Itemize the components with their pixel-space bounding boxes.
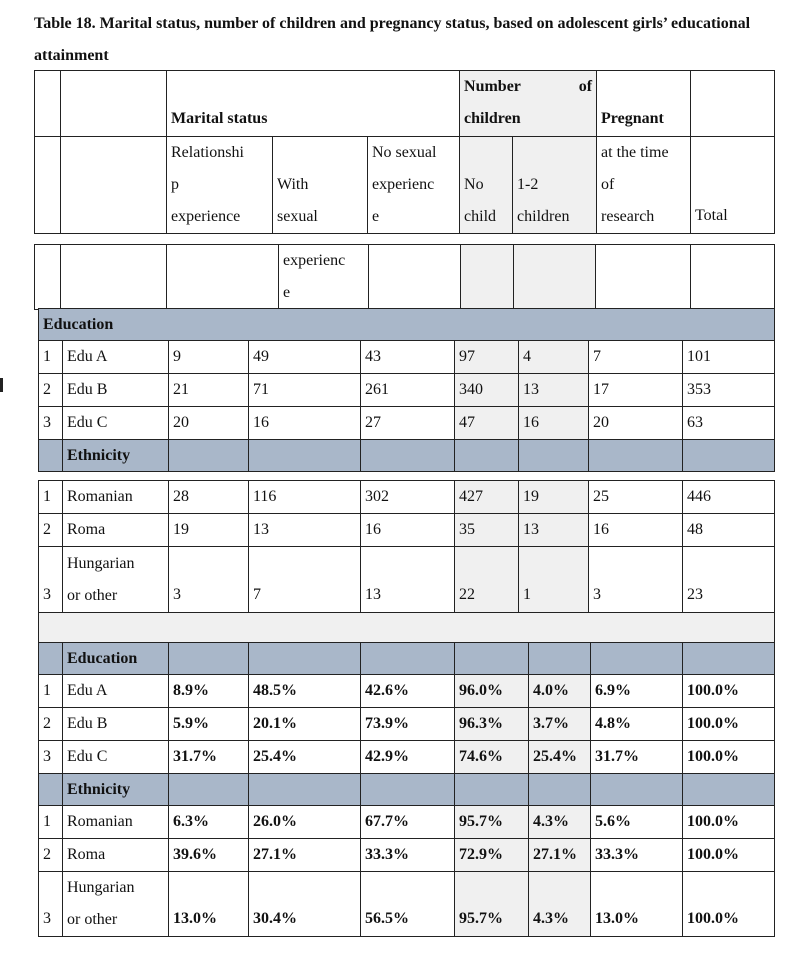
row-label: Romanian <box>63 481 169 514</box>
cell-children: 19 <box>519 481 589 514</box>
cell-total: 101 <box>683 341 775 374</box>
cell-relationship: 21 <box>169 374 249 407</box>
band-cell <box>361 440 455 472</box>
row-number: 2 <box>39 839 63 872</box>
row-number: 1 <box>39 806 63 839</box>
relationship-line-3: experience <box>171 208 241 225</box>
cell-with-sexual: 48.5% <box>249 675 361 708</box>
row-label: Edu B <box>63 708 169 741</box>
cell-relationship: 3 <box>169 547 249 613</box>
band-cell <box>455 774 529 806</box>
cell-pregnant: 5.6% <box>591 806 683 839</box>
cell-total: 100.0% <box>683 806 775 839</box>
cell-total: 100.0% <box>683 872 775 937</box>
row-label-line-1: Hungarian <box>67 554 135 572</box>
band-cell <box>169 774 249 806</box>
header-corner-label <box>61 71 167 137</box>
cell-no-sexual: 302 <box>361 481 455 514</box>
cell-relationship: 31.7% <box>169 741 249 774</box>
no-sexual-header <box>368 137 460 234</box>
cell-total: 353 <box>683 374 775 407</box>
cell-no-child: 95.7% <box>455 872 529 937</box>
band-n-cell <box>39 774 63 806</box>
section-ethnicity: Ethnicity <box>63 440 169 472</box>
band-cell <box>591 774 683 806</box>
cell-total: 100.0% <box>683 741 775 774</box>
cell-relationship: 19 <box>169 514 249 547</box>
cell-no-sexual: 42.9% <box>361 741 455 774</box>
row-label <box>63 872 169 937</box>
cell-no-child: 74.6% <box>455 741 529 774</box>
relationship-line-1: Relationshi <box>171 144 244 161</box>
marital-status-header: Marital status <box>167 71 460 137</box>
row-label: Romanian <box>63 806 169 839</box>
cell-no-sexual: 42.6% <box>361 675 455 708</box>
band-n-cell <box>39 440 63 472</box>
cell-with-sexual: 30.4% <box>249 872 361 937</box>
cell-relationship: 8.9% <box>169 675 249 708</box>
section-ethnicity-pct: Ethnicity <box>63 774 169 806</box>
no-child-header <box>460 137 513 234</box>
margin-marker <box>0 378 3 392</box>
cell-children: 4 <box>519 341 589 374</box>
row-number: 3 <box>39 872 63 937</box>
table-row <box>39 708 775 741</box>
cell-children: 13 <box>519 374 589 407</box>
band-cell <box>683 643 775 675</box>
table-row <box>39 374 775 407</box>
cell-no-child: 72.9% <box>455 839 529 872</box>
cell-pregnant: 25 <box>589 481 683 514</box>
row-label-line-2: or other <box>67 586 118 604</box>
relationship-header <box>167 137 273 234</box>
no-sexual-line-2: experienc <box>372 176 435 193</box>
table-row <box>39 341 775 374</box>
no-child-line-1: No <box>464 176 484 193</box>
cell-children: 4.3% <box>529 872 591 937</box>
cont-kids <box>514 245 596 310</box>
header-corner-n <box>35 71 61 137</box>
cell-with-sexual: 13 <box>249 514 361 547</box>
cell-with-sexual: 71 <box>249 374 361 407</box>
band-cell <box>683 774 775 806</box>
row-label: Edu A <box>63 675 169 708</box>
cell-no-child: 97 <box>455 341 519 374</box>
header-label-cell <box>61 137 167 234</box>
row-label: Edu C <box>63 407 169 440</box>
cell-no-child: 22 <box>455 547 519 613</box>
row-number: 1 <box>39 341 63 374</box>
one-two-line-1: 1-2 <box>517 176 539 193</box>
cell-pregnant: 17 <box>589 374 683 407</box>
cell-relationship: 13.0% <box>169 872 249 937</box>
row-label: Edu C <box>63 741 169 774</box>
row-number: 2 <box>39 514 63 547</box>
cell-relationship: 9 <box>169 341 249 374</box>
cell-no-sexual: 33.3% <box>361 839 455 872</box>
cont-nosex <box>369 245 461 310</box>
cell-no-sexual: 56.5% <box>361 872 455 937</box>
cell-no-child: 35 <box>455 514 519 547</box>
education-counts-table <box>38 308 775 472</box>
table-row <box>39 872 775 937</box>
table-row <box>39 806 775 839</box>
cont-nochild <box>461 245 514 310</box>
no-child-line-2: child <box>464 208 497 225</box>
band-cell <box>455 440 519 472</box>
number-children-header <box>460 71 597 137</box>
cell-no-child: 95.7% <box>455 806 529 839</box>
band-cell <box>169 643 249 675</box>
cell-total: 63 <box>683 407 775 440</box>
cell-no-sexual: 43 <box>361 341 455 374</box>
table-row <box>39 547 775 613</box>
band-cell <box>361 643 455 675</box>
cell-pregnant: 3 <box>589 547 683 613</box>
band-cell <box>361 774 455 806</box>
cell-with-sexual: 25.4% <box>249 741 361 774</box>
cell-children: 16 <box>519 407 589 440</box>
cell-with-sexual: 116 <box>249 481 361 514</box>
cell-no-sexual: 27 <box>361 407 455 440</box>
cell-pregnant: 13.0% <box>591 872 683 937</box>
spacer-row <box>39 613 775 643</box>
cell-pregnant: 6.9% <box>591 675 683 708</box>
pregnant-line-4: research <box>601 208 655 225</box>
row-number: 2 <box>39 708 63 741</box>
number-word: Number <box>464 78 521 95</box>
cell-pregnant: 7 <box>589 341 683 374</box>
cell-relationship: 28 <box>169 481 249 514</box>
of-word: of <box>578 78 593 95</box>
row-label: Edu B <box>63 374 169 407</box>
cell-no-child: 96.0% <box>455 675 529 708</box>
cell-total: 100.0% <box>683 708 775 741</box>
cell-no-child: 427 <box>455 481 519 514</box>
cell-no-child: 340 <box>455 374 519 407</box>
band-cell <box>249 774 361 806</box>
table-row <box>39 481 775 514</box>
cont-n <box>35 245 61 310</box>
cont-label <box>61 245 167 310</box>
cell-total: 48 <box>683 514 775 547</box>
no-sexual-line-3: e <box>372 208 380 225</box>
row-label-line-2: or other <box>67 911 118 928</box>
section-education: Education <box>39 309 775 341</box>
cell-with-sexual: 7 <box>249 547 361 613</box>
row-label: Edu A <box>63 341 169 374</box>
cell-total: 23 <box>683 547 775 613</box>
band-cell <box>249 440 361 472</box>
ethnicity-counts-table <box>38 480 775 643</box>
table-row <box>39 675 775 708</box>
row-number: 3 <box>39 547 63 613</box>
section-education-pct: Education <box>63 643 169 675</box>
cell-pregnant: 16 <box>589 514 683 547</box>
cell-total: 446 <box>683 481 775 514</box>
cell-no-sexual: 73.9% <box>361 708 455 741</box>
with-sexual-header <box>273 137 368 234</box>
row-number: 1 <box>39 481 63 514</box>
with-line-1: With <box>277 176 309 193</box>
cell-children: 4.0% <box>529 675 591 708</box>
no-sexual-line-1: No sexual <box>372 144 437 161</box>
header-total-top <box>691 71 775 137</box>
with-line-4: e <box>283 284 291 301</box>
row-number: 1 <box>39 675 63 708</box>
relationship-line-2: p <box>171 176 179 193</box>
with-line-3: experienc <box>283 252 346 269</box>
one-two-line-2: children <box>517 208 570 225</box>
band-cell <box>683 440 775 472</box>
cell-children: 13 <box>519 514 589 547</box>
cell-with-sexual: 26.0% <box>249 806 361 839</box>
band-cell <box>529 643 591 675</box>
row-number: 3 <box>39 741 63 774</box>
pregnant-line-2: at the time <box>601 144 669 161</box>
total-header: Total <box>691 137 775 234</box>
cell-children: 27.1% <box>529 839 591 872</box>
cell-pregnant: 33.3% <box>591 839 683 872</box>
cell-no-sexual: 16 <box>361 514 455 547</box>
table-row <box>39 839 775 872</box>
band-cell <box>589 440 683 472</box>
continuation-table <box>34 244 775 310</box>
cell-no-child: 47 <box>455 407 519 440</box>
cont-total <box>691 245 775 310</box>
cell-pregnant: 20 <box>589 407 683 440</box>
cell-with-sexual: 49 <box>249 341 361 374</box>
cell-total: 100.0% <box>683 839 775 872</box>
cell-no-sexual: 13 <box>361 547 455 613</box>
cell-relationship: 5.9% <box>169 708 249 741</box>
cell-pregnant: 31.7% <box>591 741 683 774</box>
pregnant-line-3: of <box>601 176 615 193</box>
cell-no-sexual: 261 <box>361 374 455 407</box>
row-label-line-1: Hungarian <box>67 879 135 896</box>
cell-relationship: 39.6% <box>169 839 249 872</box>
row-label: Roma <box>63 514 169 547</box>
row-number: 2 <box>39 374 63 407</box>
pregnant-sub-header <box>597 137 691 234</box>
row-label <box>63 547 169 613</box>
header-n-cell <box>35 137 61 234</box>
cell-no-sexual: 67.7% <box>361 806 455 839</box>
band-cell <box>455 643 529 675</box>
cell-children: 4.3% <box>529 806 591 839</box>
cont-with-sexual <box>279 245 369 310</box>
percentages-table <box>38 642 775 937</box>
cont-preg <box>596 245 691 310</box>
cell-with-sexual: 16 <box>249 407 361 440</box>
cell-children: 1 <box>519 547 589 613</box>
cell-children: 25.4% <box>529 741 591 774</box>
cell-relationship: 6.3% <box>169 806 249 839</box>
band-cell <box>169 440 249 472</box>
cell-children: 3.7% <box>529 708 591 741</box>
pregnant-header: Pregnant <box>597 71 691 137</box>
cont-rel <box>167 245 279 310</box>
band-cell <box>249 643 361 675</box>
row-number: 3 <box>39 407 63 440</box>
table-row <box>39 741 775 774</box>
with-line-2: sexual <box>277 208 318 225</box>
cell-with-sexual: 20.1% <box>249 708 361 741</box>
cell-relationship: 20 <box>169 407 249 440</box>
band-cell <box>519 440 589 472</box>
row-label: Roma <box>63 839 169 872</box>
cell-pregnant: 4.8% <box>591 708 683 741</box>
band-cell <box>591 643 683 675</box>
children-word: children <box>464 110 521 127</box>
band-n-cell <box>39 643 63 675</box>
table-row <box>39 407 775 440</box>
band-cell <box>529 774 591 806</box>
cell-with-sexual: 27.1% <box>249 839 361 872</box>
table-row <box>39 514 775 547</box>
one-two-children-header <box>513 137 597 234</box>
header-table <box>34 70 775 234</box>
cell-no-child: 96.3% <box>455 708 529 741</box>
table-title: Table 18. Marital status, number of children and pregnancy status, based on adolescent girls’ educational attainment <box>34 15 751 64</box>
cell-total: 100.0% <box>683 675 775 708</box>
